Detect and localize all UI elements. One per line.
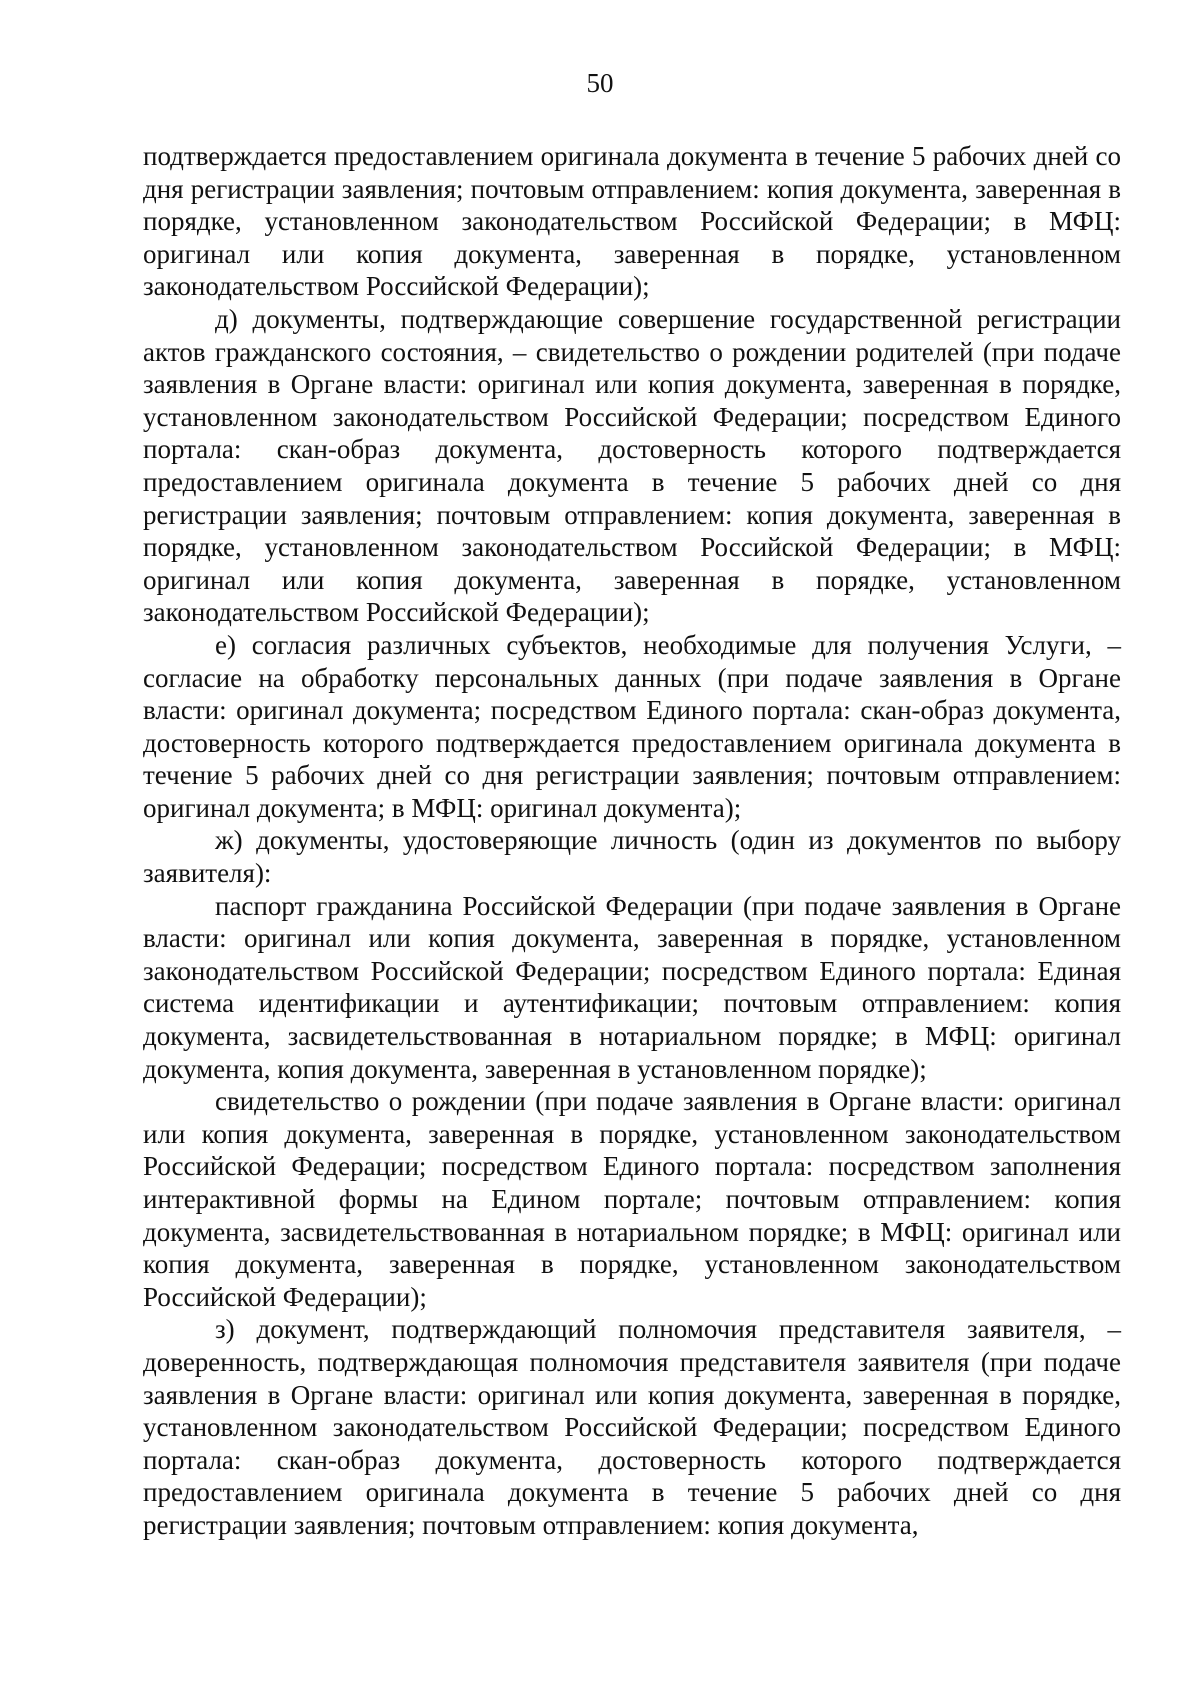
paragraph-item-e: е) согласия различных субъектов, необходимые для получения Услуги, – согласие на обработку персональных данных (при подаче заявления в Органе власти: оригинал документа; посредством Единого портала: скан-образ документа, достоверность которого подтверждается предоставлением оригинала документа в течение 5 рабочих дней со дня регистрации заявления; почтовым отправлением: оригинал документа; в МФЦ: оригинал документа); (143, 629, 1121, 823)
paragraph-item-d: д) документы, подтверждающие совершение государственной регистрации актов гражданского состояния, – свидетельство о рождении родителей (при подаче заявления в Органе власти: оригинал или копия документа, заверенная в порядке, установленном законодательством Российской Федерации; посредством Единого портала: скан-образ документа, достоверность которого подтверждается предоставлением оригинала документа в течение 5 рабочих дней со дня регистрации заявления; почтовым отправлением: копия документа, заверенная в порядке, установленном законодательством Российской Федерации; в МФЦ: оригинал или копия документа, заверенная в порядке, установленном законодательством Российской Федерации); (143, 303, 1121, 628)
paragraph-continuation: подтверждается предоставлением оригинала документа в течение 5 рабочих дней со дня регистрации заявления; почтовым отправлением: копия документа, заверенная в порядке, установленном законодательством Российской Федерации; в МФЦ: оригинал или копия документа, заверенная в порядке, установленном законодательством Российской Федерации); (143, 141, 1121, 302)
paragraph-birth-certificate: свидетельство о рождении (при подаче заявления в Органе власти: оригинал или копия документа, заверенная в порядке, установленном законодательством Российской Федерации; посредством Единого портала: посредством заполнения интерактивной формы на Едином портале; почтовым отправлением: копия документа, засвидетельствованная в нотариальном порядке; в МФЦ: оригинал или копия документа, заверенная в порядке, установленном законодательством Российской Федерации); (143, 1086, 1121, 1312)
paragraph-item-zh: ж) документы, удостоверяющие личность (один из документов по выбору заявителя): (143, 825, 1121, 889)
paragraph-item-z: з) документ, подтверждающий полномочия представителя заявителя, – доверенность, подтверждающая полномочия представителя заявителя (при подаче заявления в Органе власти: оригинал или копия документа, заверенная в порядке, установленном законодательством Российской Федерации; посредством Единого портала: скан-образ документа, достоверность которого подтверждается предоставлением оригинала документа в течение 5 рабочих дней со дня регистрации заявления; почтовым отправлением: копия документа, (143, 1314, 1121, 1540)
page-number: 50 (586, 68, 614, 98)
paragraph-passport: паспорт гражданина Российской Федерации (при подаче заявления в Органе власти: оригинал или копия документа, заверенная в порядке, установленном законодательством Российской Федерации; посредством Единого портала: Единая система идентификации и аутентификации; почтовым отправлением: копия документа, засвидетельствованная в нотариальном порядке; в МФЦ: оригинал документа, копия документа, заверенная в установленном порядке); (143, 890, 1121, 1084)
document-body (143, 140, 1121, 1542)
